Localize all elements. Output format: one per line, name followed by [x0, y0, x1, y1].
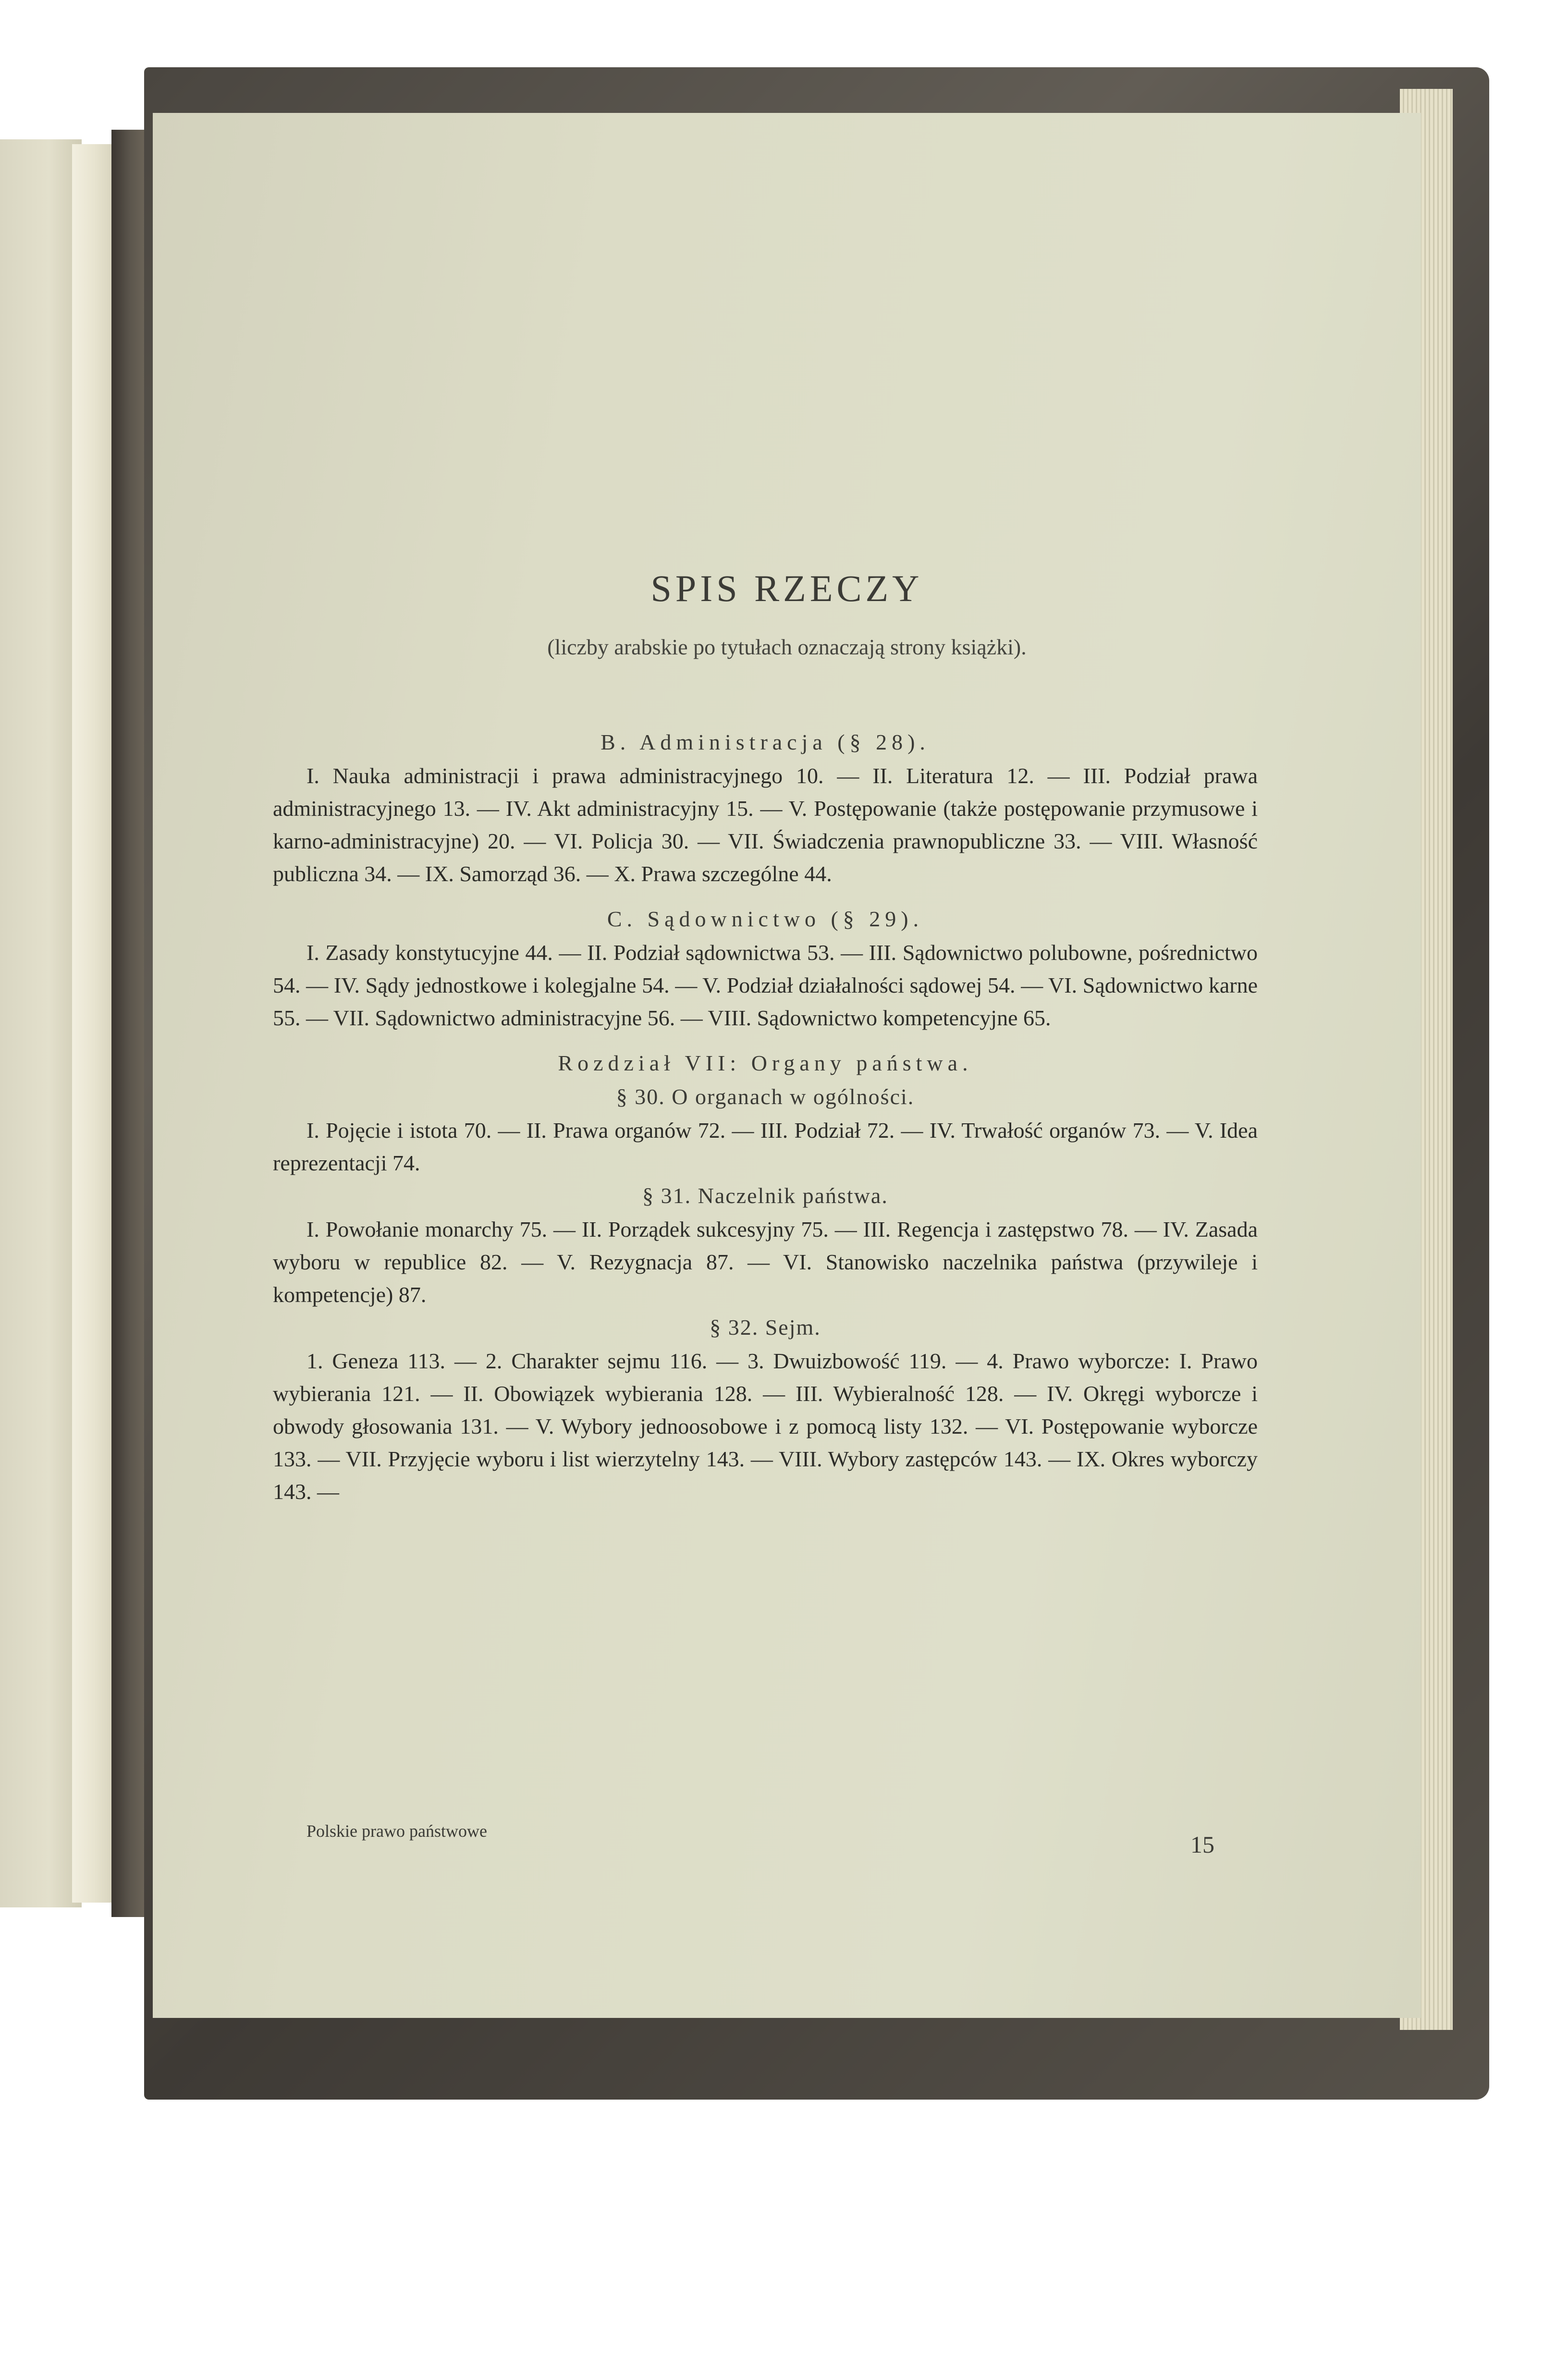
section-30-entries: I. Pojęcie i istota 70. — II. Prawa organów 72. — III. Podział 72. — IV. Trwałość organów 73. — V. Idea reprezentacji 74. [273, 1118, 1258, 1175]
left-board [72, 144, 117, 1903]
page-number: 15 [1190, 1831, 1214, 1858]
section-32-heading: § 32. Sejm. [710, 1315, 821, 1340]
book-page [153, 113, 1421, 2018]
section-31-entries: I. Powołanie monarchy 75. — II. Porządek sukcesyjny 75. — III. Regencja i zastępstwo 78. — IV. Zasada wyboru w republice 82. — V. Rezygnacja 87. — VI. Stanowisko naczelnika państwa (przywileje i kompetencje) 87. [273, 1217, 1258, 1307]
table-of-contents [273, 713, 1258, 1508]
chapter-7-heading: Rozdział VII: Organy państwa. [558, 1051, 973, 1075]
section-30-heading: § 30. O organach w ogólności. [616, 1084, 915, 1109]
page-subtitle: (liczby arabskie po tytułach oznaczają strony książki). [547, 635, 1027, 659]
opposite-page-edge [0, 139, 82, 1907]
section-c-heading: C. Sądownictwo (§ 29). [607, 907, 924, 931]
section-b-heading: B. Administracja (§ 28). [600, 730, 930, 754]
section-32-entries: 1. Geneza 113. — 2. Charakter sejmu 116. — 3. Dwuizbowość 119. — 4. Prawo wyborcze: I. Prawo wybierania 121. — II. Obowiązek wybierania 128. — III. Wybieralność 128. — IV. Okręgi wyborcze i obwody głosowania 131. — V. Wybory jednoosobowe i z pomocą listy 132. — VI. Postępowanie wyborcze 133. — VII. Przyjęcie wyboru i list wierzytelny 143. — VIII. Wybory zastępców 143. — IX. Okres wyborczy 143. — [273, 1349, 1258, 1504]
page-title: SPIS RZECZY [650, 567, 923, 609]
section-c-entries: I. Zasady konstytucyjne 44. — II. Podział sądownictwa 53. — III. Sądownictwo polubowne, pośrednictwo 54. — IV. Sądy jednostkowe i kolegjalne 54. — V. Podział działalności sądowej 54. — VI. Sądownictwo karne 55. — VII. Sądownictwo administracyjne 56. — VIII. Sądownictwo kompetencyjne 65. [273, 940, 1258, 1030]
running-title: Polskie prawo państwowe [306, 1821, 487, 1841]
section-31-heading: § 31. Naczelnik państwa. [642, 1183, 888, 1208]
section-b-entries: I. Nauka administracji i prawa administracyjnego 10. — II. Literatura 12. — III. Podział prawa administracyjnego 13. — IV. Akt administracyjny 15. — V. Postępowanie (także postępowanie przymusowe i karno-administracyjne) 20. — VI. Policja 30. — VII. Świadczenia prawnopubliczne 33. — VIII. Własność publiczna 34. — IX. Samorząd 36. — X. Prawa szczególne 44. [273, 763, 1258, 886]
